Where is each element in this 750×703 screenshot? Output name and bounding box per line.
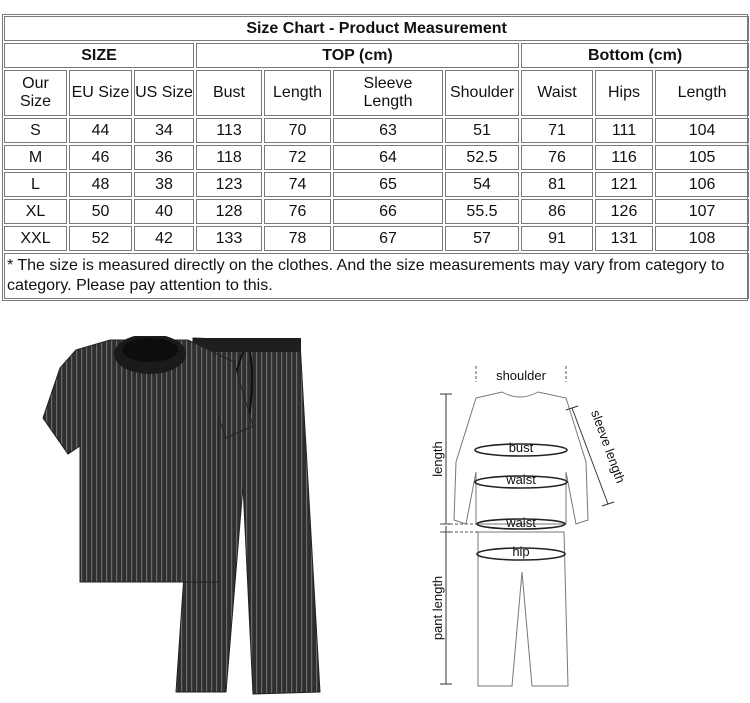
table-cell: 54 xyxy=(445,172,519,197)
column-header: Waist xyxy=(521,70,593,116)
table-cell: 64 xyxy=(333,145,443,170)
table-cell: 46 xyxy=(69,145,132,170)
table-cell: 48 xyxy=(69,172,132,197)
table-cell: 38 xyxy=(134,172,194,197)
table-cell: 91 xyxy=(521,226,593,251)
table-cell: 133 xyxy=(196,226,262,251)
shoulder-label: shoulder xyxy=(496,368,546,383)
pant-length-label: pant length xyxy=(430,575,445,641)
table-cell: S xyxy=(4,118,67,143)
table-cell: 105 xyxy=(655,145,749,170)
group-top: TOP (cm) xyxy=(196,43,519,68)
table-cell: 76 xyxy=(264,199,331,224)
table-cell: 40 xyxy=(134,199,194,224)
table-cell: 107 xyxy=(655,199,749,224)
table-cell: 65 xyxy=(333,172,443,197)
table-cell: 67 xyxy=(333,226,443,251)
table-cell: 66 xyxy=(333,199,443,224)
table-cell: XXL xyxy=(4,226,67,251)
table-row xyxy=(4,172,749,197)
table-row xyxy=(4,226,749,251)
column-header: EU Size xyxy=(69,70,132,116)
table-cell: 51 xyxy=(445,118,519,143)
table-cell: 36 xyxy=(134,145,194,170)
sleeve-length-label: sleeve length xyxy=(588,407,629,486)
table-cell: L xyxy=(4,172,67,197)
column-header: Hips xyxy=(595,70,653,116)
table-cell: 126 xyxy=(595,199,653,224)
size-chart-table xyxy=(2,14,750,301)
column-header: Length xyxy=(655,70,749,116)
table-cell: 86 xyxy=(521,199,593,224)
table-cell: 106 xyxy=(655,172,749,197)
column-header: Sleeve Length xyxy=(333,70,443,116)
table-cell: 108 xyxy=(655,226,749,251)
table-cell: 34 xyxy=(134,118,194,143)
bust-label: bust xyxy=(508,440,534,455)
measurement-note: * The size is measured directly on the clothes. And the size measurements may vary from category to category. Please pay attention to this. xyxy=(4,253,749,299)
chart-title: Size Chart - Product Measurement xyxy=(4,16,749,41)
table-cell: 71 xyxy=(521,118,593,143)
table-cell: 121 xyxy=(595,172,653,197)
table-row xyxy=(4,145,749,170)
table-cell: 50 xyxy=(69,199,132,224)
table-cell: XL xyxy=(4,199,67,224)
table-cell: 131 xyxy=(595,226,653,251)
measurement-diagram xyxy=(420,362,640,694)
length-label: length xyxy=(430,441,445,477)
table-row xyxy=(4,118,749,143)
table-cell: M xyxy=(4,145,67,170)
table-cell: 52.5 xyxy=(445,145,519,170)
table-cell: 123 xyxy=(196,172,262,197)
table-cell: 118 xyxy=(196,145,262,170)
table-cell: 113 xyxy=(196,118,262,143)
table-cell: 55.5 xyxy=(445,199,519,224)
hip-label: hip xyxy=(512,544,530,559)
table-cell: 116 xyxy=(595,145,653,170)
table-row xyxy=(4,199,749,224)
column-header: Our Size xyxy=(4,70,67,116)
column-header: US Size xyxy=(134,70,194,116)
table-cell: 57 xyxy=(445,226,519,251)
table-cell: 72 xyxy=(264,145,331,170)
group-bottom: Bottom (cm) xyxy=(521,43,749,68)
table-cell: 76 xyxy=(521,145,593,170)
waist-top-label: waist xyxy=(506,472,536,487)
column-header: Bust xyxy=(196,70,262,116)
table-cell: 78 xyxy=(264,226,331,251)
product-photo xyxy=(38,336,338,696)
table-cell: 128 xyxy=(196,199,262,224)
size-chart xyxy=(2,14,748,301)
table-cell: 74 xyxy=(264,172,331,197)
group-size: SIZE xyxy=(4,43,194,68)
table-cell: 52 xyxy=(69,226,132,251)
column-header: Length xyxy=(264,70,331,116)
table-cell: 111 xyxy=(595,118,653,143)
table-cell: 70 xyxy=(264,118,331,143)
table-cell: 63 xyxy=(333,118,443,143)
table-cell: 81 xyxy=(521,172,593,197)
table-cell: 42 xyxy=(134,226,194,251)
waist-bottom-label: waist xyxy=(506,515,536,530)
table-cell: 44 xyxy=(69,118,132,143)
column-header: Shoulder xyxy=(445,70,519,116)
table-cell: 104 xyxy=(655,118,749,143)
